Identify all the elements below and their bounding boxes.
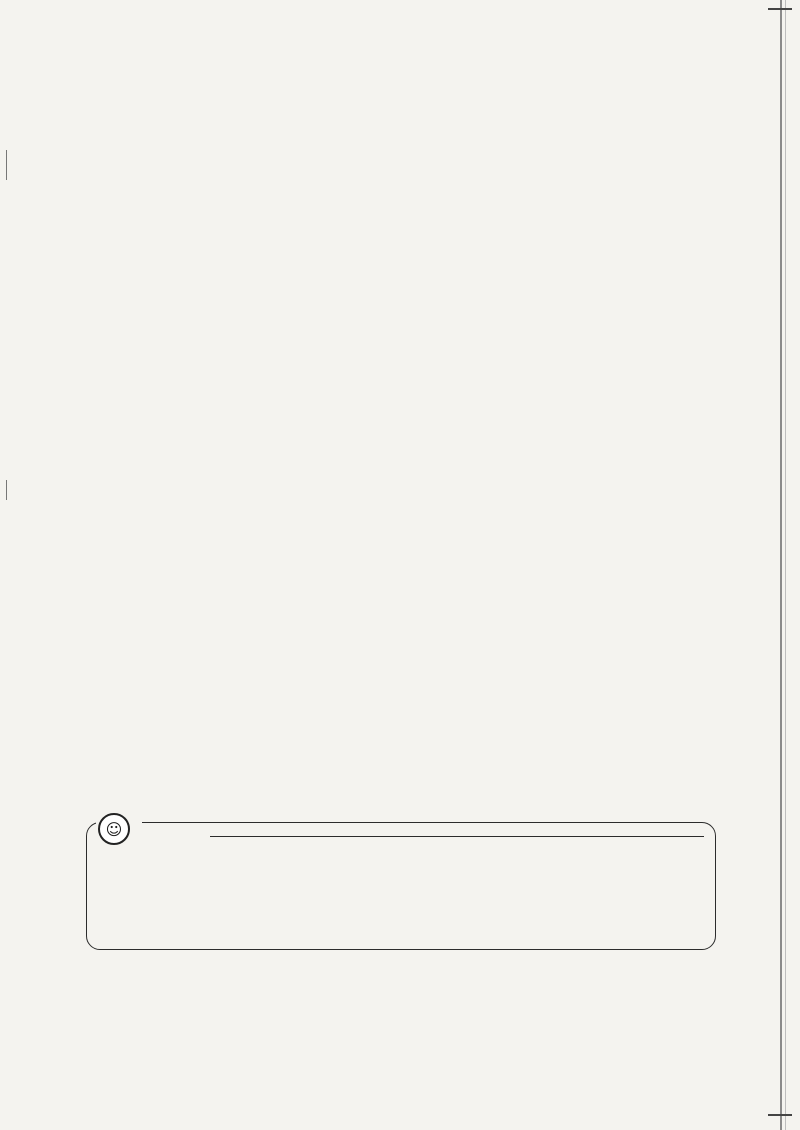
scan-edge bbox=[780, 0, 782, 1130]
teacher-icon: ☺ bbox=[98, 813, 130, 845]
page-footer bbox=[66, 1043, 70, 1062]
crop-mark-top bbox=[768, 0, 792, 10]
teaching-tip-box bbox=[86, 822, 716, 950]
tip-header bbox=[96, 813, 142, 845]
scan-tick bbox=[6, 150, 7, 180]
scan-edge-inner bbox=[785, 0, 786, 1130]
tip-header-rule bbox=[210, 836, 704, 837]
crop-mark-bottom bbox=[768, 1114, 792, 1124]
scan-tick bbox=[6, 480, 7, 500]
